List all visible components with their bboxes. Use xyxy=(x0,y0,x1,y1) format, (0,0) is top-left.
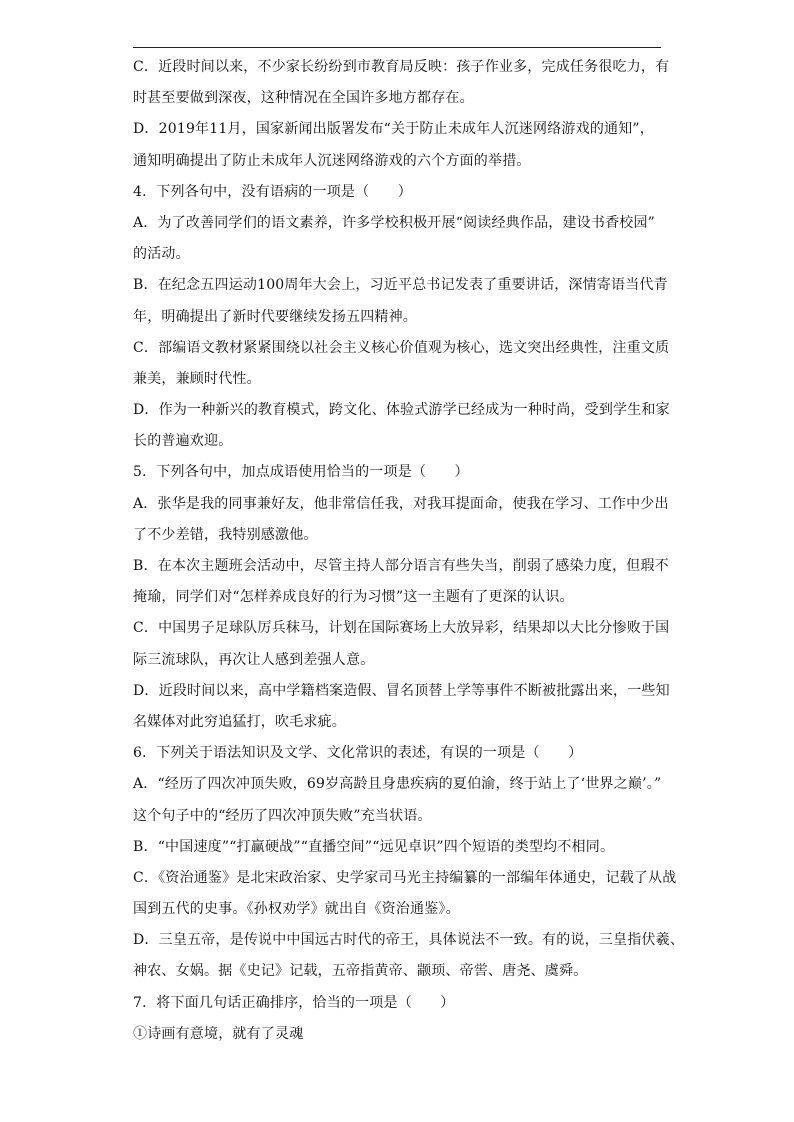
text-line: 神农、女娲。据《史记》记载，五帝指黄帝、颛顼、帝喾、唐尧、虞舜。 xyxy=(133,963,588,980)
text-line: D．2019年11月，国家新闻出版署发布“关于防止未成年人沉迷网络游戏的通知”， xyxy=(133,121,654,138)
text-line: 这个句子中的“经历了四次冲顶失败”充当状语。 xyxy=(133,807,432,824)
question-4-stem: 4．下列各句中，没有语病的一项是（ ） xyxy=(133,183,412,200)
text-line: 了不少差错，我特别感激他。 xyxy=(133,526,318,543)
text-line: D．三皇五帝，是传说中中国远古时代的帝王，具体说法不一致。有的说，三皇指伏羲、 xyxy=(133,932,685,949)
document-body xyxy=(133,58,685,1056)
text-line: 时甚至要做到深夜，这种情况在全国许多地方都存在。 xyxy=(133,90,474,107)
question-7-stem: 7．将下面几句话正确排序，恰当的一项是（ ） xyxy=(133,994,455,1011)
text-line: 通知明确提出了防止未成年人沉迷网络游戏的六个方面的举措。 xyxy=(133,152,531,169)
text-line: 年，明确提出了新时代要继续发扬五四精神。 xyxy=(133,308,417,325)
text-line: A．张华是我的同事兼好友，他非常信任我，对我耳提面命，使我在学习、工作中少出 xyxy=(133,495,669,512)
text-line: B．“中国速度”“打赢硬战”“直播空间”“远见卓识”四个短语的类型均不相同。 xyxy=(133,838,615,855)
text-line: 兼美，兼顾时代性。 xyxy=(133,370,261,387)
text-line: ①诗画有意境，就有了灵魂 xyxy=(133,1025,304,1042)
text-line: B．在纪念五四运动100周年大会上，习近平总书记发表了重要讲话，深情寄语当代青 xyxy=(133,277,668,294)
text-line: A．“经历了四次冲顶失败，69岁高龄且身患疾病的夏伯渝，终于站上了‘世界之巅’。” xyxy=(133,776,662,793)
text-line: 国到五代的史事。《孙权劝学》就出自《资治通鉴》。 xyxy=(133,901,460,918)
question-5-stem: 5．下列各句中，加点成语使用恰当的一项是（ ） xyxy=(133,464,469,481)
text-line: B．在本次主题班会活动中，尽管主持人部分语言有些失当，削弱了感染力度，但瑕不 xyxy=(133,558,669,574)
question-6-stem: 6．下列关于语法知识及文学、文化常识的表述，有误的一项是（ ） xyxy=(133,745,583,762)
text-line: D．作为一种新兴的教育模式，跨文化、体验式游学已经成为一种时尚，受到学生和家 xyxy=(133,402,670,419)
text-line: 际三流球队，再次让人感到差强人意。 xyxy=(133,651,375,668)
text-line: 名媒体对此穷追猛打，吹毛求疵。 xyxy=(133,713,346,730)
text-line: 的活动。 xyxy=(133,246,190,263)
text-line: 长的普遍欢迎。 xyxy=(133,433,233,450)
header-rule xyxy=(133,47,661,48)
text-line: A．为了改善同学们的语文素养，许多学校积极开展“阅读经典作品，建设书香校园” xyxy=(133,214,656,231)
text-line: C．近段时间以来，不少家长纷纷到市教育局反映：孩子作业多，完成任务很吃力，有 xyxy=(133,59,670,75)
text-line: C．部编语文教材紧紧围绕以社会主义核心价值观为核心，选文突出经典性，注重文质 xyxy=(133,339,670,356)
text-line: C．中国男子足球队厉兵秣马，计划在国际赛场上大放异彩，结果却以大比分惨败于国 xyxy=(133,620,670,637)
text-line: D．近段时间以来，高中学籍档案造假、冒名顶替上学等事件不断被批露出来，一些知 xyxy=(133,682,670,699)
text-line: C．《资治通鉴》是北宋政治家、史学家司马光主持编纂的一部编年体通史，记载了从战 xyxy=(133,869,677,886)
text-line: 掩瑜，同学们对“怎样养成良好的行为习惯”这一主题有了更深的认识。 xyxy=(133,589,574,606)
